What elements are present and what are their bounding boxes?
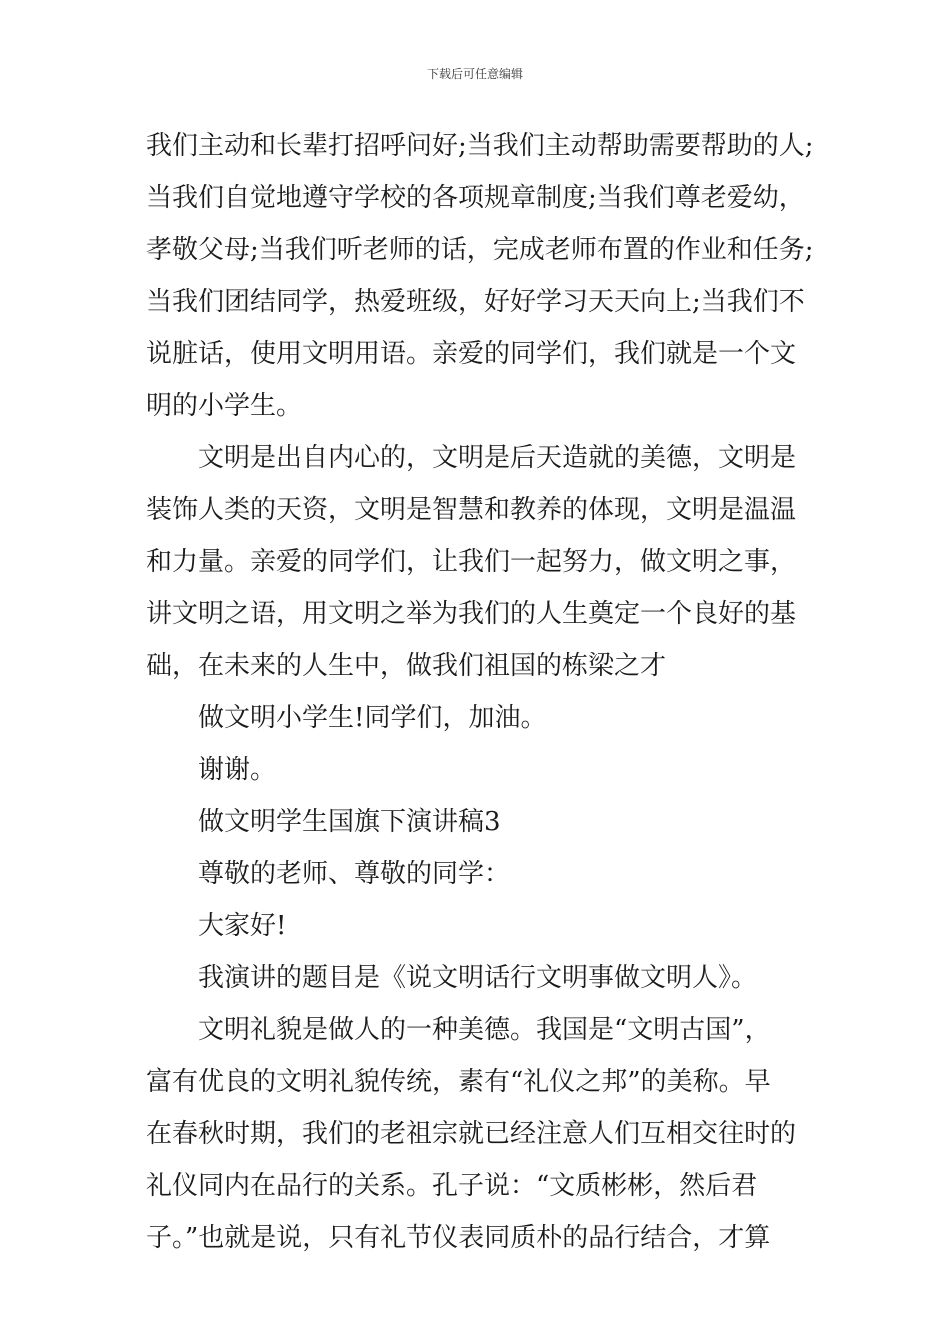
paragraph-first-line: 文明是出自内心的，文明是后天造就的美德，文明是 bbox=[198, 443, 797, 473]
paragraph-first-line: 我演讲的题目是《说文明话行文明事做文明人》。 bbox=[198, 963, 758, 993]
section-title: 做文明学生国旗下演讲稿3 bbox=[198, 807, 501, 837]
paragraph-first-line: 做文明小学生!同学们，加油。 bbox=[198, 703, 547, 733]
paragraph-first-line: 谢谢。 bbox=[198, 755, 277, 785]
text-line: 装饰人类的天资，文明是智慧和教养的体现，文明是温温 bbox=[146, 495, 797, 525]
text-line: 说脏话，使用文明用语。亲爱的同学们，我们就是一个文 bbox=[146, 339, 797, 369]
paragraph-first-line: 文明礼貌是做人的一种美德。我国是“文明古国”， bbox=[198, 1015, 771, 1045]
text-line: 子。”也就是说，只有礼节仪表同质朴的品行结合，才算 bbox=[146, 1223, 771, 1253]
text-line: 当我们自觉地遵守学校的各项规章制度;当我们尊老爱幼， bbox=[146, 183, 805, 213]
salutation: 尊敬的老师、尊敬的同学： bbox=[198, 859, 511, 889]
text-line: 孝敬父母;当我们听老师的话，完成老师布置的作业和任务; bbox=[146, 235, 814, 265]
page-header: 下载后可任意编辑 bbox=[426, 67, 523, 81]
text-line: 础，在未来的人生中，做我们祖国的栋梁之才 bbox=[146, 651, 667, 681]
greeting: 大家好! bbox=[198, 911, 287, 941]
text-line: 我们主动和长辈打招呼问好;当我们主动帮助需要帮助的人; bbox=[146, 131, 814, 161]
text-line: 明的小学生。 bbox=[146, 391, 303, 421]
text-line: 富有优良的文明礼貌传统，素有“礼仪之邦”的美称。早 bbox=[146, 1067, 771, 1097]
text-line: 和力量。亲爱的同学们，让我们一起努力，做文明之事， bbox=[146, 547, 797, 577]
text-line: 当我们团结同学，热爱班级，好好学习天天向上;当我们不 bbox=[146, 287, 805, 317]
text-line: 在春秋时期，我们的老祖宗就已经注意人们互相交往时的 bbox=[146, 1119, 797, 1149]
text-line: 讲文明之语，用文明之举为我们的人生奠定一个良好的基 bbox=[146, 599, 797, 629]
text-line: 礼仪同内在品行的关系。孔子说：“文质彬彬，然后君 bbox=[146, 1171, 758, 1201]
